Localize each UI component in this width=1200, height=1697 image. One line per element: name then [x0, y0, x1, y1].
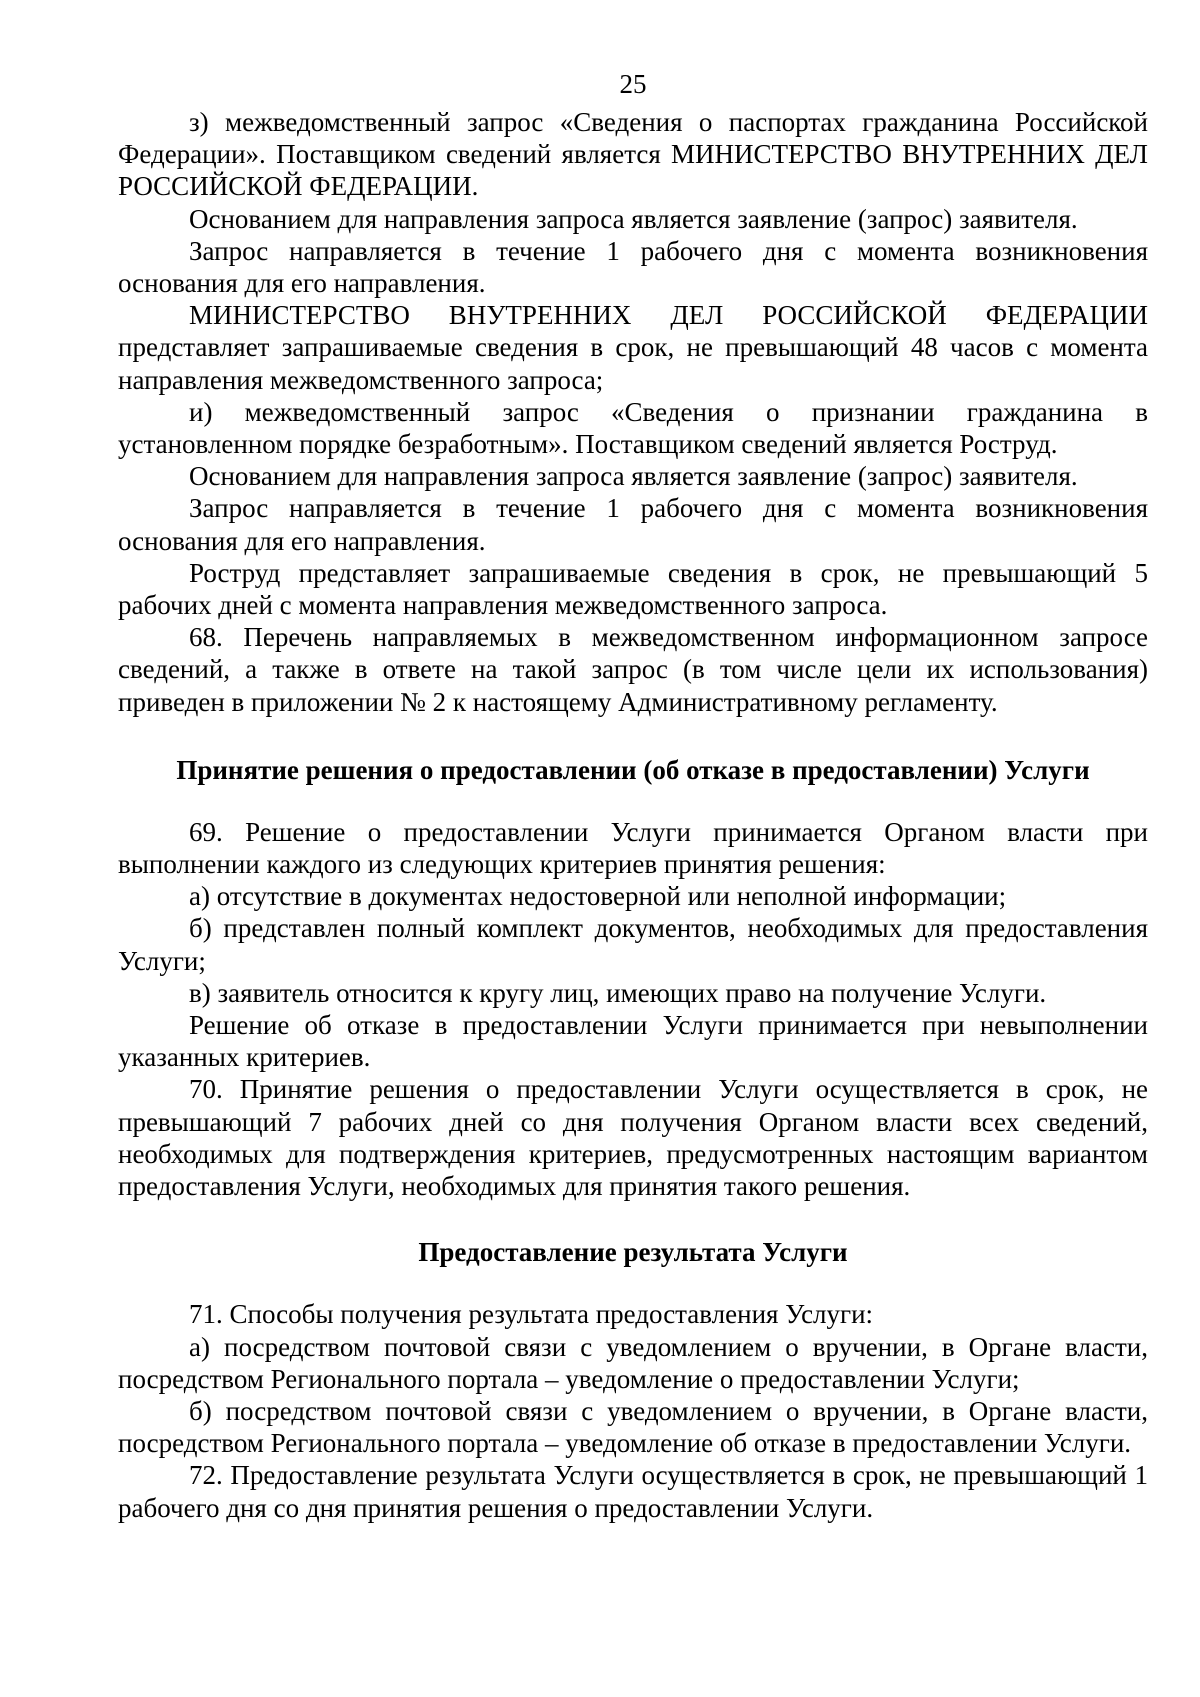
- paragraph-request-term: Запрос направляется в течение 1 рабочего дня с момента возникновения основания для его направления.: [118, 235, 1148, 299]
- section-heading-decision: Принятие решения о предоставлении (об отказе в предоставлении) Услуги: [176, 754, 1090, 785]
- paragraph-69-b: б) представлен полный комплект документов, необходимых для предоставления Услуги;: [118, 913, 1148, 976]
- paragraph-70: 70. Принятие решения о предоставлении Услуги осуществляется в срок, не превышающий 7 рабочих дней со дня получения Органом власти всех сведений, необходимых для подтверждения критериев, предусмотренных настоящим вариантом предоставления Услуги, необходимых для принятия такого решения.: [118, 1074, 1148, 1202]
- paragraph-69: 69. Решение о предоставлении Услуги принимается Органом власти при выполнении каждого из следующих критериев принятия решения:: [118, 816, 1148, 880]
- paragraph-71-a: а) посредством почтовой связи с уведомлением о вручении, в Органе власти, посредством Регионального портала – уведомление о предоставлении Услуги;: [118, 1331, 1148, 1394]
- paragraph-71: 71. Способы получения результата предоставления Услуги:: [189, 1299, 874, 1330]
- paragraph-69-a: а) отсутствие в документах недостоверной или неполной информации;: [189, 881, 1007, 912]
- paragraph-basis: Основанием для направления запроса является заявление (запрос) заявителя.: [189, 203, 1078, 234]
- paragraph-z-request: з) межведомственный запрос «Сведения о паспортах гражданина Российской Федерации». Поставщиком сведений является МИНИСТЕРСТВО ВНУТРЕННИХ ДЕЛ РОССИЙСКОЙ ФЕДЕРАЦИИ.: [118, 107, 1148, 202]
- paragraph-rostrud-term: Роструд представляет запрашиваемые сведения в срок, не превышающий 5 рабочих дней с момента направления межведомственного запроса.: [118, 557, 1148, 621]
- paragraph-68: 68. Перечень направляемых в межведомственном информационном запросе сведений, а также в ответе на такой запрос (в том числе цели их использования) приведен в приложении № 2 к настоящему Административному регламенту.: [118, 622, 1148, 717]
- paragraph-71-b: б) посредством почтовой связи с уведомлением о вручении, в Органе власти, посредством Регионального портала – уведомление об отказе в предоставлении Услуги.: [118, 1395, 1148, 1459]
- paragraph-72: 72. Предоставление результата Услуги осуществляется в срок, не превышающий 1 рабочего дня со дня принятия решения о предоставлении Услуги.: [118, 1460, 1148, 1523]
- paragraph-refusal: Решение об отказе в предоставлении Услуги принимается при невыполнении указанных критериев.: [118, 1010, 1148, 1073]
- paragraph-request-term-2: Запрос направляется в течение 1 рабочего дня с момента возникновения основания для его направления.: [118, 493, 1148, 556]
- document-page: [118, 68, 1148, 1668]
- section-heading-result: Предоставление результата Услуги: [418, 1237, 848, 1268]
- page-number: 25: [619, 69, 647, 99]
- paragraph-i-request: и) межведомственный запрос «Сведения о признании гражданина в установленном порядке безработным». Поставщиком сведений является Роструд.: [118, 396, 1148, 460]
- paragraph-69-v: в) заявитель относится к кругу лиц, имеющих право на получение Услуги.: [189, 977, 1047, 1008]
- paragraph-basis-2: Основанием для направления запроса является заявление (запрос) заявителя.: [189, 461, 1078, 492]
- paragraph-mvd-term: МИНИСТЕРСТВО ВНУТРЕННИХ ДЕЛ РОССИЙСКОЙ ФЕДЕРАЦИИ представляет запрашиваемые сведения в срок, не превышающий 48 часов с момента направления межведомственного запроса;: [118, 300, 1148, 395]
